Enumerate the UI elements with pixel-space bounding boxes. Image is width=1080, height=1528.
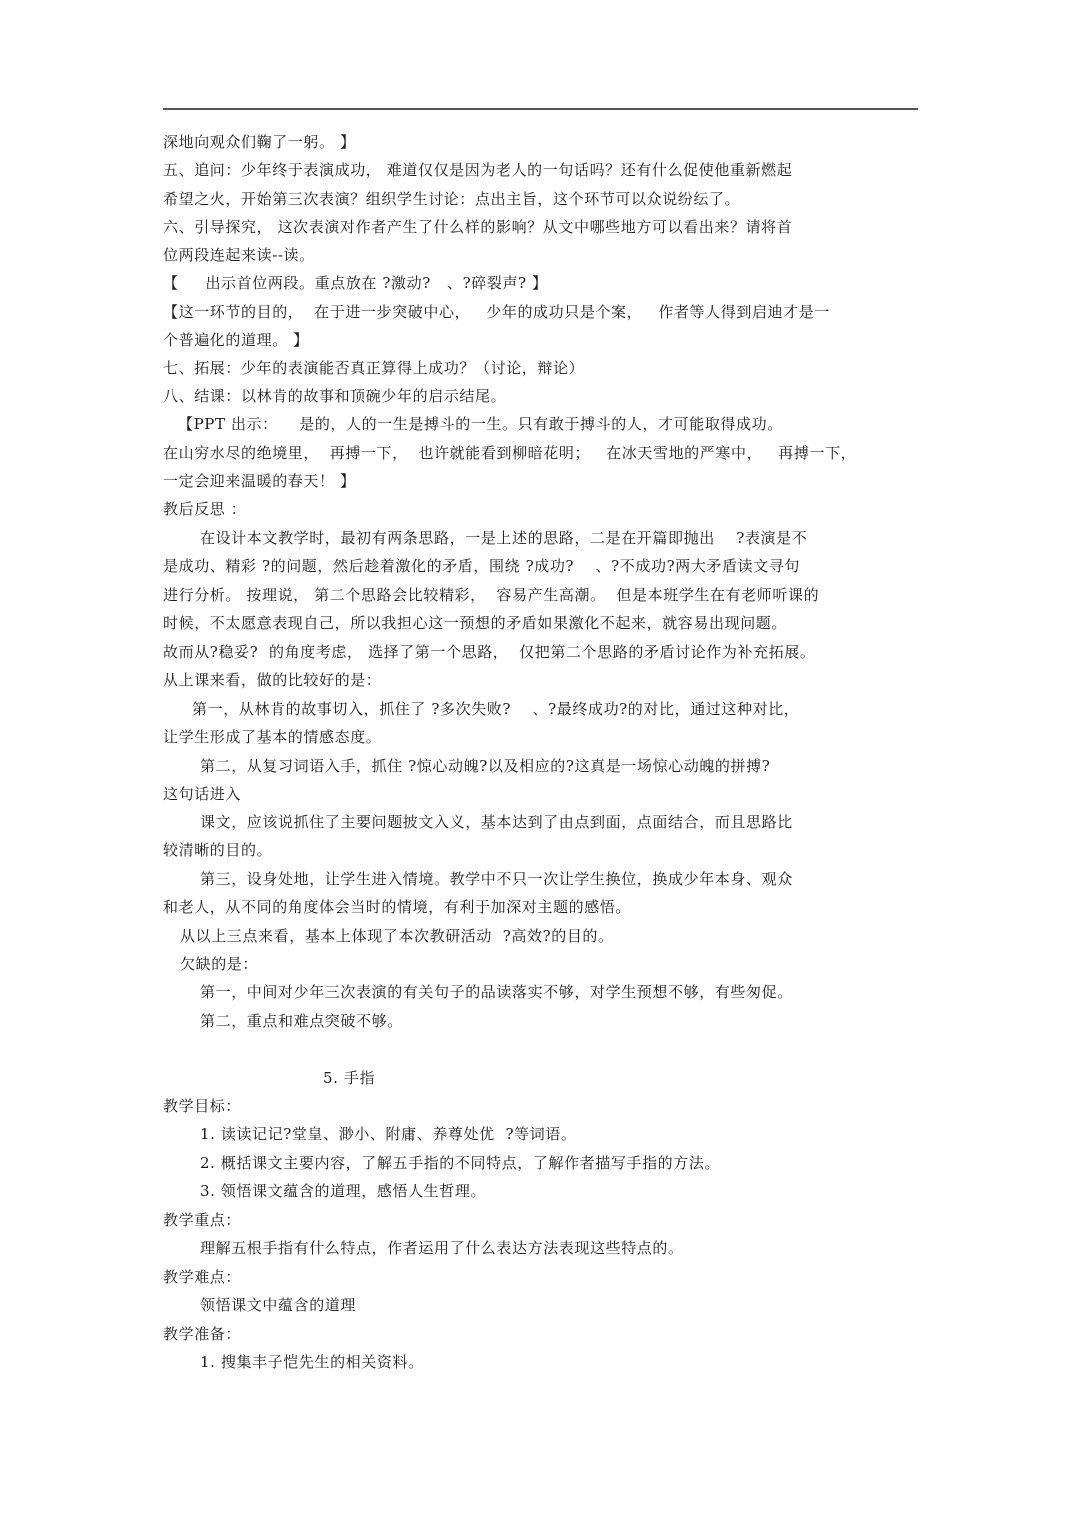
text-line: 【 出示首位两段。重点放在 ?激动? 、?碎裂声? 】 (163, 274, 548, 292)
text-line: 希望之火，开始第三次表演？组织学生讨论：点出主旨，这个环节可以众说纷纭了。 (163, 190, 741, 208)
list-item: 2. 概括课文主要内容，了解五手指的不同特点，了解作者描写手指的方法。 (200, 1154, 721, 1172)
text-line: 较清晰的目的。 (163, 841, 273, 859)
text-line: 是成功、精彩 ?的问题，然后趁着激化的矛盾，围绕 ?成功? 、?不成功?两大矛盾读文寻句 (163, 557, 801, 575)
section-heading: 教学难点： (163, 1268, 242, 1286)
text-line: 深地向观众们鞠了一躬。 】 (163, 133, 356, 151)
text-line: 进行分析。 按理说， 第二个思路会比较精彩， 容易产生高潮。 但是本班学生在有老师听课的 (163, 586, 820, 604)
text-line: 位两段连起来读--读。 (163, 246, 315, 264)
text-line: 从上课来看，做的比较好的是： (163, 671, 382, 689)
text-line: 七、拓展：少年的表演能否真正算得上成功？（讨论，辩论） (163, 359, 585, 377)
text-line: 【这一环节的目的， 在于进一步突破中心， 少年的成功只是个案， 作者等人得到启迪才是一 (163, 303, 830, 321)
text-line: 八、结课：以林肯的故事和顶碗少年的启示结尾。 (163, 387, 507, 405)
text-line: 和老人，从不同的角度体会当时的情境，有利于加深对主题的感悟。 (163, 898, 632, 916)
text-line: 第一，从林肯的故事切入，抓住了 ?多次失败? 、?最终成功?的对比，通过这种对比， (192, 700, 800, 718)
list-item: 1. 读读记记?堂皇、渺小、附庸、养尊处优 ?等词语。 (200, 1125, 577, 1143)
section-heading: 教学目标： (163, 1097, 242, 1115)
text-line: 在山穷水尽的绝境里， 再搏一下， 也许就能看到柳暗花明； 在冰天雪地的严寒中， 再搏一下， (163, 444, 857, 462)
text-line: 在设计本文教学时，最初有两条思路，一是上述的思路，二是在开篇即抛出 ?表演是不 (200, 529, 808, 547)
text-line: 五、追问：少年终于表演成功， 难道仅仅是因为老人的一句话吗？还有什么促使他重新燃起 (163, 161, 793, 179)
text-line: 领悟课文中蕴含的道理 (200, 1296, 357, 1314)
text-line: 第一，中间对少年三次表演的有关句子的品读落实不够，对学生预想不够，有些匆促。 (200, 983, 793, 1001)
text-line: 第二，从复习词语入手，抓住 ?惊心动魄?以及相应的?这真是一场惊心动魄的拼搏? (200, 757, 771, 775)
section-heading: 教后反思 ： (163, 500, 247, 518)
text-line: 个普遍化的道理。 】 (163, 331, 309, 349)
text-line: 这句话进入 (163, 785, 242, 803)
text-line: 一定会迎来温暖的春天！ 】 (163, 472, 356, 490)
text-line: 故而从?稳妥? 的角度考虑， 选择了第一个思路， 仅把第二个思路的矛盾讨论作为补充拓展。 (163, 643, 816, 661)
text-line: 欠缺的是： (180, 955, 259, 973)
list-item: 1. 搜集丰子恺先生的相关资料。 (200, 1353, 424, 1371)
text-line: 理解五根手指有什么特点，作者运用了什么表达方法表现这些特点的。 (200, 1239, 684, 1257)
text-line: 第三，设身处地，让学生进入情境。教学中不只一次让学生换位，换成少年本身、观众 (200, 870, 793, 888)
text-line: 时候，不太愿意表现自己，所以我担心这一预想的矛盾如果激化不起来，就容易出现问题。 (163, 614, 788, 632)
text-line: 课文，应该说抓住了主要问题披文入义，基本达到了由点到面，点面结合，而且思路比 (200, 813, 793, 831)
text-line: 六、引导探究， 这次表演对作者产生了什么样的影响？从文中哪些地方可以看出来？请将首 (163, 218, 793, 236)
text-line: 让学生形成了基本的情感态度。 (163, 728, 382, 746)
lesson-title: 5. 手指 (323, 1069, 376, 1087)
text-line: 第二，重点和难点突破不够。 (200, 1012, 403, 1030)
header-rule (163, 108, 918, 110)
list-item: 3. 领悟课文蕴含的道理，感悟人生哲理。 (200, 1182, 487, 1200)
section-heading: 教学重点： (163, 1211, 242, 1229)
text-line: 【PPT 出示： 是的，人的一生是搏斗的一生。只有敢于搏斗的人，才可能取得成功。 (178, 415, 783, 433)
section-heading: 教学准备： (163, 1325, 242, 1343)
text-line: 从以上三点来看，基本上体现了本次教研活动 ?高效?的目的。 (180, 927, 614, 945)
